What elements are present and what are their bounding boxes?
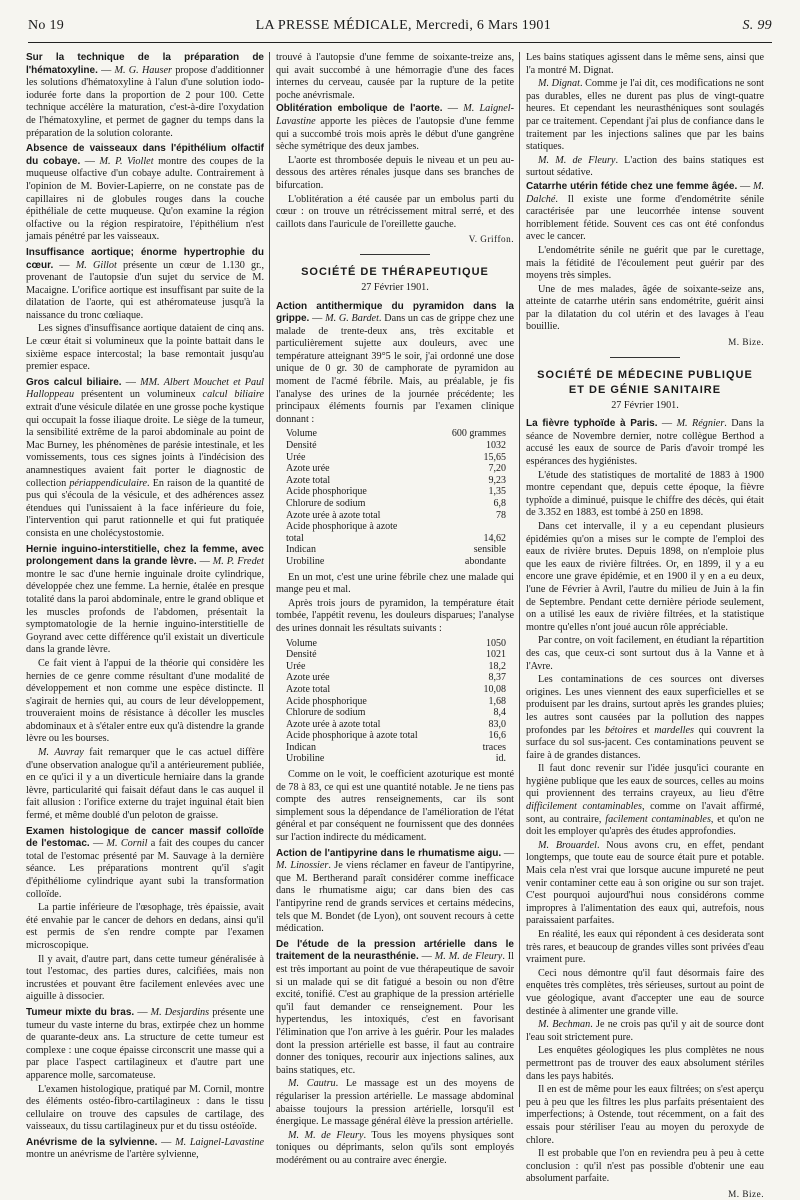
author: M. Cornil: [106, 838, 148, 850]
analysis-value: traces: [482, 741, 506, 753]
article-paragraph: L'étude des statistiques de mortalité de 1883 à 1900 montre cependant que, depuis cette époque, la fièvre typhoïde a diminué, puisque le chiffre des décès, qui était de 3.352 en 1883, est tombé à 250 en 1898.: [526, 469, 764, 519]
author: M. Gillot: [75, 259, 117, 271]
analysis-value: id.: [495, 753, 506, 765]
article-heading: Action antithermique du pyramidon dans la grippe.: [276, 300, 514, 325]
analysis-label: Indican: [286, 741, 316, 753]
article-heading: Catarrhe utérin fétide chez une femme âgée.: [526, 180, 738, 192]
author: M. Auvray: [38, 747, 84, 759]
analysis-label: total: [286, 532, 304, 544]
article-text: . Il existe une forme d'endométrite sénile caractérisée par une leucorrhée intense souvent horriblement fétide. Souvent ces cas ont été confondus avec le cancer.: [526, 193, 764, 243]
article-text: fait remarquer que le cas actuel diffère d'une observation analogue qu'il a antérieurement publiée, en ce qu'ici il y a un diverticule herniaire dans la grande lèvre, particularité qui faisait défaut dans le cas auquel il fait allusion : l'orifice externe du trajet inguinal était bien fermé, et même doublé d'un peloton de graisse.: [26, 747, 264, 822]
analysis-value: 16,6: [488, 730, 506, 742]
article-text: , comme on l'avait affirmé, sont, au contraire,: [526, 801, 764, 825]
analysis-label: Chlorure de sodium: [286, 498, 366, 509]
article-paragraph: [26, 826, 264, 902]
analysis-label: Acide phosphorique à azote total: [286, 730, 418, 742]
section-date: 27 Février 1901.: [361, 281, 429, 293]
dash: —: [89, 838, 107, 850]
header-rule: [28, 42, 772, 43]
analysis-value: 1021: [486, 649, 506, 661]
analysis-row: [276, 475, 514, 487]
article-text: montre un anévrisme de l'artère sylvienne,: [26, 1149, 199, 1161]
author: M. Dignat: [538, 78, 580, 90]
article-text: . Il est très important au point de vue thérapeutique de savoir si un malade qui se dit fatigué a besoin ou non d'être excité, tonifié. C'est au graphique de la pression artérielle qu'il faut demander ce renseignement. Pour les hypertendus, les intoxiqués, c'est en favorisant l'élimination que l'on arrive à les guérir. Pour les malades dont la pression artérielle est basse, il faut au contraire donner des toniques, recourir aux injections salines, aux bains statiques, etc.: [276, 951, 514, 1076]
article-heading: Hernie inguino-interstitielle, chez la femme, avec prolongement dans la grande lèvre.: [26, 543, 264, 568]
article-text: . L'action des bains statiques est surtout sédative.: [526, 154, 764, 179]
article-heading: Oblitération embolique de l'aorte.: [276, 103, 443, 115]
article-text: montre le sac d'une hernie inguinale droite cylindrique, développée chez une femme. La hernie, étalée en presque totalité dans la paroi abdominale, entre le grand oblique et les muscles profonds de l'abdomen, présentait la symptomatologie de la hernie inguino-interstitielle de Goyrand avec cette différence qu'il existait un diverticule dans la grande lèvre.: [26, 568, 264, 656]
column-1: [26, 52, 265, 1161]
author: M. G. Bardet: [325, 313, 379, 325]
analysis-value: 1032: [486, 440, 506, 452]
article-paragraph: Il est probable que l'on en reviendra peu à peu à cette conclusion : qu'il n'est pas possible d'obtenir une eau absolument parfaite.: [526, 1148, 764, 1185]
article-hematoxyline: [26, 52, 264, 140]
article-text: . Dans la séance de Novembre dernier, notre collègue Berthod a accusé les eaux de source de Paris d'avoir trompé les espérances des hygiénistes.: [526, 418, 764, 468]
article-text: a fait des coupes du cancer total de l'estomac présenté par M. Sauvage à la dernière séance. Les préparations montrent qu'il s'agit d'épithéliome cylindrique ayant subi la transformation colloïde.: [26, 838, 264, 900]
author: M. M. de Fleury: [288, 1129, 364, 1141]
analysis-label: Azote urée: [286, 672, 330, 684]
author: M. Linossier: [276, 860, 329, 872]
article-text: . En raison de la quantité de pus qui s'écoula de la vésicule, et des adhérences assez étendues qui l'unissaient à la face inférieure du foie, l'intervention qui parut rationnelle et qui fut pratiquée consista en une cholécystostomie.: [26, 477, 264, 539]
analysis-row: [276, 498, 514, 510]
article-paragraph: [26, 544, 264, 657]
article-insuffisance-aortique: [26, 247, 264, 374]
author: MM. Albert Mouchet et Paul Halloppeau: [26, 376, 265, 401]
dash: —: [657, 418, 677, 430]
article-paragraph: [526, 840, 764, 928]
article-paragraph: Dans cet intervalle, il y a eu cependant plusieurs épidémies qu'on a mises sur le compte de l'emploi des eaux de rivière brutes. Depuis 1898, on n'emploie plus que les eaux de rivière filtrées. Or, en 1899, il y a eu encore une grave épidémie, et en 1900 il y en a eu deux, l'une de Février à Avril, l'autre du milieu de Juin à la fin de Septembre. Pendant cette dernière période seulement, on a utilisé les eaux de rivière filtrées, et la statistique montre qu'elles n'ont joué aucun rôle appréciable.: [526, 521, 764, 633]
author: M. M. de Fleury: [538, 154, 616, 166]
author: M. P. Fredet: [212, 556, 265, 568]
analysis-label: Urée: [286, 451, 306, 463]
analysis-value: 9,23: [488, 474, 506, 486]
article-paragraph: [26, 52, 264, 140]
analysis-value: sensible: [473, 544, 506, 556]
article-text: . Dans un cas de grippe chez une malade de trente-deux ans, très excitable et particulièrement sujette aux douleurs, avec une température atteignant 39°5 le soir, j'ai ordonné une dose unique de 0 gr. 30 de camphorate de pyramidon au moment de l'acmé fébrile. Mais, au préalable, je fis l'analyse des urines de la journée précédente; les principaux éléments fournis par l'examen clinique donnant :: [276, 313, 514, 425]
article-anevrisme: [26, 1137, 264, 1162]
article-paragraph: En un mot, c'est une urine fébrile chez une malade qui mange peu et mal.: [276, 571, 514, 596]
article-paragraph: [276, 1078, 514, 1128]
issue-number: No 19: [28, 18, 65, 33]
analysis-value: abondante: [464, 555, 506, 567]
analysis-label: Azote urée à azote total: [286, 509, 381, 521]
page-number: S. 99: [742, 18, 772, 33]
emphasis: périappendiculaire: [69, 477, 148, 489]
article-catarrhe-uterin: [526, 181, 764, 349]
analysis-label: Urobiline: [286, 555, 325, 567]
article-text: Il faut donc revenir sur l'idée jusqu'ici courante en hygiène publique que les eaux de sources, celles au moins qui proviennent des terrains crayeux, au lieu d'être: [526, 763, 764, 800]
article-heading: Tumeur mixte du bras.: [26, 1006, 135, 1018]
article-paragraph: En réalité, les eaux qui répondent à ces desiderata sont très rares, et beaucoup de grandes villes sont privées d'eau vraiment pure.: [526, 929, 764, 966]
dash: —: [80, 155, 100, 167]
analysis-row: [276, 638, 514, 650]
analysis-row: [276, 544, 514, 556]
author: M. P. Viollet: [99, 155, 154, 167]
analysis-label: Indican: [286, 544, 316, 556]
analysis-row: [276, 428, 514, 440]
analysis-value: 18,2: [488, 660, 506, 672]
urine-analysis-table-after: [276, 638, 514, 766]
article-paragraph: [526, 763, 764, 839]
article-paragraph: [526, 418, 764, 468]
article-calcul-biliaire: [26, 377, 264, 541]
dash: —: [157, 1136, 176, 1148]
article-paragraph: [526, 674, 764, 762]
analysis-row: [276, 533, 514, 545]
article-text: . Le massage est un des moyens de régulariser la pression artérielle. Le massage abdominal abaisse toujours la pression artérielle, lorsqu'il est énergique. Le massage général élève la pression artérielle.: [276, 1078, 515, 1128]
section-rule: [610, 357, 680, 358]
article-paragraph: [526, 1019, 764, 1044]
article-paragraph: Une de mes malades, âgée de soixante-seize ans, atteinte de catarrhe utérin sans endométrite, guérit ainsi par la dilatation du col utérin et des lavages à l'eau bouillie.: [526, 283, 764, 333]
article-paragraph: [26, 1007, 264, 1083]
analysis-value: 78: [496, 509, 506, 521]
article-heading: La fièvre typhoïde à Paris.: [526, 418, 658, 430]
author: M. Cautru: [288, 1078, 336, 1090]
article-text: . Je viens réclamer en faveur de l'antipyrine, que M. Bertherand paraît considérer comme inefficace dans le rhumatisme aigu; car dans bien des cas l'antipyrine rend de grands services et certains médecins, tels que M. Bondet (de Lyon), ont souvent recours à cette médication.: [276, 860, 514, 935]
analysis-value: 7,20: [488, 463, 506, 475]
analysis-label: Azote urée: [286, 463, 330, 475]
article-paragraph: [276, 1130, 514, 1168]
article-paragraph: L'oblitération a été causée par un embolus parti du cœur : on trouve un rétrécissement mitral serré, et des caillots dans l'auricule de l'oreillette gauche.: [276, 193, 514, 230]
article-pression-arterielle: [276, 939, 514, 1168]
article-paragraph: [526, 155, 764, 180]
analysis-row: [276, 753, 514, 765]
dash: —: [737, 180, 753, 192]
dash: —: [309, 313, 326, 325]
dash: —: [97, 64, 115, 76]
section-rule: [360, 254, 430, 255]
column-divider: [519, 52, 520, 1107]
article-text: extrait d'une vésicule dilatée en une grosse poche kystique qui occupait la fosse iliaque droite. Le siège de la tumeur, la sensibilité extrême de la paroi abdominale au point de Mac Burney, les phénomènes de parésie intestinale, et les vomissements, tous ces signes joints à l'indécision des anamnestiques avaient fait porter le diagnostic de collection: [26, 402, 264, 489]
article-paragraph: trouvé à l'autopsie d'une femme de soixante-treize ans, qui avait succombé à une hémorragie d'une des faces internes du cerveau, causée par la rupture de la petite poche anévrismale.: [276, 52, 514, 101]
emphasis: difficilement contaminables: [526, 801, 642, 813]
analysis-label: Urobiline: [286, 753, 325, 765]
article-paragraph: [276, 939, 514, 1078]
analysis-label: Volume: [286, 428, 317, 440]
dash: —: [442, 103, 464, 115]
article-pyramidon: [276, 301, 514, 845]
analysis-value: [433, 521, 514, 533]
article-paragraph: [26, 377, 264, 541]
column-2: [276, 52, 515, 1166]
article-text: présente une tumeur du vaste interne du bras, extirpée chez un homme de quarante-deux ans. La structure de cette tumeur est complexe : une coque épaisse circonscrit une masse qui a par place l'aspect cartilagineux et d'autre part une apparence molle, sarcomateuse.: [26, 1006, 264, 1081]
column-divider: [269, 52, 270, 1107]
section-heading: SOCIÉTÉ DE THÉRAPEUTIQUE: [301, 265, 489, 278]
section-heading-line: ET DE GÉNIE SANITAIRE: [568, 383, 722, 396]
article-paragraph: Il en est de même pour les eaux filtrées; on s'est aperçu peu à peu que les filtres les plus parfaits présentaient des imperfections; à Ostende, tout récemment, on a fait des essais pour stériliser l'eau au moyen du peroxyde de chlore.: [526, 1084, 764, 1146]
article-paragraph: [26, 1137, 264, 1162]
analysis-row: [276, 556, 514, 568]
dash: —: [418, 951, 435, 963]
analysis-value: 8,4: [493, 707, 506, 719]
analysis-row: [276, 440, 514, 452]
article-text: , et qu'on ne doit les employer qu'après des études approfondies.: [526, 813, 764, 838]
article-paragraph: L'examen histologique, pratiqué par M. Cornil, montre des éléments ostéo-fibro-cartilagineux : dans le tissu cellulaire on trouve des capsules de cartilage, des vaisseaux, du tissu cartilagineux pur et du tissu ostéoïde.: [26, 1083, 264, 1133]
author: M. G. Hauser: [114, 64, 172, 76]
analysis-label: Acide phosphorique: [286, 695, 367, 707]
article-paragraph: [526, 181, 764, 244]
article-text: apporte les pièces de l'autopsie d'une femme qui a succombé trois mois après le début d'une gangrène sèche symétrique des deux jambes.: [276, 115, 514, 153]
article-heading: De l'étude de la pression artérielle dans le traitement de la neurasthénie.: [276, 938, 514, 963]
emphasis: calcul biliaire: [202, 389, 264, 401]
urine-analysis-table-before: [276, 428, 514, 567]
author: M. Desjardins: [150, 1006, 210, 1018]
analysis-value: 83,0: [488, 718, 506, 730]
article-heading: Anévrisme de la sylvienne.: [26, 1136, 158, 1148]
article-paragraph: La partie inférieure de l'œsophage, très épaissie, avait été envahie par le cancer de dehors en dedans, ainsi qu'il est permis de s'en rendre compte par l'examen microscopique.: [26, 902, 264, 951]
analysis-value: 15,65: [483, 451, 506, 463]
article-paragraph: Comme on le voit, le coefficient azoturique est monté de 78 à 83, ce qui est une quantité notable. Je ne tiens pas compte des autres renseignements, car ils sont simplement sous la dépendance de l'amélioration de l'état général et par conséquent ne fournissent que des données sur l'action indirecte du médicament.: [276, 769, 514, 844]
article-heading: Absence de vaisseaux dans l'épithélium olfactif du cobaye.: [26, 143, 264, 167]
article-text: présente un cœur de 1.130 gr., provenant de l'autopsie d'un sujet du service de M. Macaigne. L'orifice aortique est insuffisant par suite de la dilatation de l'aorte, qui est athéromateuse jusqu'à la naissance du tronc cœliaque.: [26, 259, 264, 321]
article-paragraph: L'endométrite sénile ne guérit que par le curettage, mais la fétidité de l'écoulement peut guérir par des moyens très simples.: [526, 244, 764, 282]
analysis-row: [276, 649, 514, 661]
analysis-value: 14,62: [483, 532, 506, 544]
author: M. Brouardel: [538, 839, 597, 851]
emphasis: mardelles: [654, 724, 694, 736]
article-paragraph: Les enquêtes géologiques les plus complètes ne nous permettront pas de trouver des eaux absolument stériles dans les pays habités.: [526, 1045, 764, 1082]
author: M. Laignel-Lavastine: [175, 1136, 265, 1148]
article-paragraph: [276, 103, 514, 153]
article-antipyrine: [276, 848, 514, 936]
dash: —: [53, 259, 76, 271]
masthead-title: LA PRESSE MÉDICALE, Mercredi, 6 Mars 1901: [255, 18, 551, 33]
article-cancer-estomac: [26, 826, 264, 1004]
author: M. Laignel-Lavastine: [276, 103, 515, 127]
dash: —: [134, 1006, 151, 1018]
article-paragraph: Il y avait, d'autre part, dans cette tumeur généralisée à tout l'estomac, des parties dures, calcifiées, mais non incrustées et pouvant être facilement enlevées avec une aiguille à dissocier.: [26, 953, 264, 1003]
article-paragraph: [26, 247, 264, 323]
analysis-label: Volume: [286, 637, 317, 649]
analysis-value: 600 grammes: [451, 428, 506, 440]
article-text: . Tous les moyens physiques sont toniques ou déprimants, selon qu'ils sont employés modérément ou au contraire avec énergie.: [276, 1129, 514, 1166]
analysis-label: Azote total: [286, 683, 331, 695]
emphasis: bétoires: [605, 724, 638, 736]
analysis-row: [276, 730, 514, 742]
author: M. Bechman: [538, 1019, 591, 1031]
article-text: qui couvrent la surface du sol sus-jacent. Ces contaminations peuvent se faire à de grandes distances.: [526, 724, 764, 761]
analysis-label: Chlorure de sodium: [286, 707, 366, 719]
article-paragraph: Après trois jours de pyramidon, la température était tombée, l'appétit revenu, les douleurs disparues; l'analyse des urines donnait les résultats suivants :: [276, 597, 514, 634]
article-heading: Gros calcul biliaire.: [26, 376, 122, 388]
dash: —: [121, 376, 141, 388]
article-text: propose d'additionner les solutions d'hématoxyline à l'alun d'une solution iodo-iodurée forte dans la proportion de 2 pour 100. Cette technique accélère la maturation, c'est-à-dire l'oxydation de l'hématoxyline, et permet de gagner du temps dans la préparation de la solution colorante.: [26, 64, 265, 139]
article-text: Les contaminations de ces sources ont diverses origines. Les unes viennent des eaux superficielles et se produisent par les drains, surtout après les grandes pluies; les autres sont causées par la pollution des nappes profondes par les: [526, 674, 764, 736]
analysis-row: [276, 521, 514, 533]
analysis-value: 10,08: [483, 683, 506, 695]
analysis-label: Acide phosphorique à azote: [286, 521, 398, 533]
signature: M. Bize.: [728, 337, 764, 348]
section-heading: [526, 368, 764, 398]
analysis-label: Azote urée à azote total: [286, 718, 381, 730]
analysis-row: [276, 452, 514, 464]
signature: M. Bize.: [728, 1188, 764, 1199]
analysis-row: [276, 707, 514, 719]
dash: —: [501, 847, 515, 859]
article-fievre-typhoide: [526, 418, 764, 1200]
article-heading: Insuffisance aortique; énorme hypertrophie du cœur.: [26, 246, 264, 271]
article-paragraph: L'aorte est thrombosée depuis le niveau et un peu au-dessous des artères rénales jusque dans ses branches de bifurcation.: [276, 154, 514, 191]
analysis-label: Densité: [286, 440, 317, 452]
article-paragraph: [276, 848, 514, 936]
analysis-value: 1,68: [488, 695, 506, 707]
analysis-row: [276, 486, 514, 498]
analysis-value: 8,37: [488, 672, 506, 684]
article-paragraph: [26, 143, 264, 244]
analysis-row: [276, 696, 514, 708]
analysis-value: 1,35: [488, 486, 506, 498]
analysis-label: Urée: [286, 660, 306, 672]
article-text: . Je ne crois pas qu'il y ait de source dont l'eau soit strictement pure.: [526, 1019, 764, 1043]
signature: V. Griffon.: [468, 234, 514, 245]
analysis-label: Acide phosphorique: [286, 486, 367, 498]
article-text: et: [637, 724, 655, 736]
analysis-label: Azote total: [286, 474, 331, 486]
page-header: [28, 18, 772, 38]
article-paragraph: Ceci nous démontre qu'il faut désormais faire des enquêtes très complètes, très sérieuses, surtout au point de vue géologique, avant d'accepter une eau de source destinée à alimenter une grande ville.: [526, 967, 764, 1017]
analysis-row: [276, 510, 514, 522]
section-heading-line: SOCIÉTÉ DE MÉDECINE PUBLIQUE: [537, 368, 753, 381]
article-text: présentent un volumineux: [74, 389, 203, 401]
article-hernie: [26, 544, 264, 823]
article-paragraph: Les signes d'insuffisance aortique dataient de cinq ans. Le cœur était si volumineux que la pointe battait dans le sixième espace intercostal; la base remontait jusqu'au premier espace.: [26, 323, 264, 373]
article-paragraph: Par contre, on voit facilement, en étudiant la répartition des cas, que ceux-ci sont surtout dus à la Vanne et à l'Avre.: [526, 635, 764, 672]
column-3: [526, 52, 764, 1199]
analysis-row: [276, 672, 514, 684]
article-oblitération-aorte: [276, 103, 514, 246]
analysis-row: [276, 661, 514, 673]
author: M. Dalché: [526, 180, 764, 205]
article-tumeur-bras: [26, 1007, 264, 1134]
emphasis: facilement contaminables: [605, 813, 711, 825]
analysis-value: 6,8: [493, 498, 506, 509]
article-olfactif: [26, 143, 264, 244]
article-paragraph: [26, 747, 264, 823]
article-paragraph: Les bains statiques agissent dans le même sens, ainsi que l'a montré M. Dignat.: [526, 52, 764, 76]
article-heading: Examen histologique de cancer massif colloïde de l'estomac.: [26, 825, 264, 850]
author: M. M. de Fleury: [434, 951, 503, 963]
section-date: 27 Février 1901.: [611, 399, 679, 411]
analysis-row: [276, 463, 514, 475]
article-paragraph: [526, 78, 764, 154]
analysis-row: [276, 742, 514, 754]
analysis-value: 1050: [486, 637, 506, 649]
article-text: montre des coupes de la muqueuse olfactive d'un cobaye adulte. Contrairement à l'opinion de M. Bovier-Lapierre, on ne constate pas de capillaires ni de globules rouges dans la couche épithéliale de cette muqueuse. Qu'on examine la région olfactive ou la région respiratoire, l'épithélium n'est jamais pénétré par les vaisseaux.: [26, 155, 264, 243]
analysis-row: [276, 719, 514, 731]
article-paragraph: Ce fait vient à l'appui de la théorie qui considère les hernies de ce genre comme résultant d'une modalité de développement et non comme une espèce distincte. Il s'agirait de hernies qui, au cours de leur développement, trouveraient moins de résistance à décoller les muscles abdominaux et à s'étaler entre eux qu'à distendre la grande lèvre ou les bourses.: [26, 657, 264, 745]
article-paragraph: [276, 301, 514, 427]
author: M. Régnier: [676, 418, 725, 430]
article-text: . Comme je l'ai dit, ces modifications ne sont pas durables, elles ne durent pas plus de vingt-quatre heures. Et cependant les neurasthéniques sont soulagés par ce traitement. Cependant j'ai plus de confiance dans le traitement par les injections salines que par les bains statiques.: [526, 78, 764, 153]
analysis-row: [276, 684, 514, 696]
dash: —: [196, 556, 213, 568]
article-heading: Sur la technique de la préparation de l'hématoxyline.: [26, 52, 264, 76]
article-heading: Action de l'antipyrine dans le rhumatisme aigu.: [276, 847, 502, 859]
analysis-label: Densité: [286, 649, 317, 661]
article-text: . Nous avons cru, en effet, pendant longtemps, que toute eau de source était pure et potable. Mais cela n'est vrai que lorsque aucune impureté ne peut venir contaminer cette eau à son origine ou sur son trajet. C'est pourquoi aujourd'hui nous considérons comme impropres à l'alimentation des eaux qui, autrefois, nous paraissaient parfaites.: [526, 839, 764, 927]
